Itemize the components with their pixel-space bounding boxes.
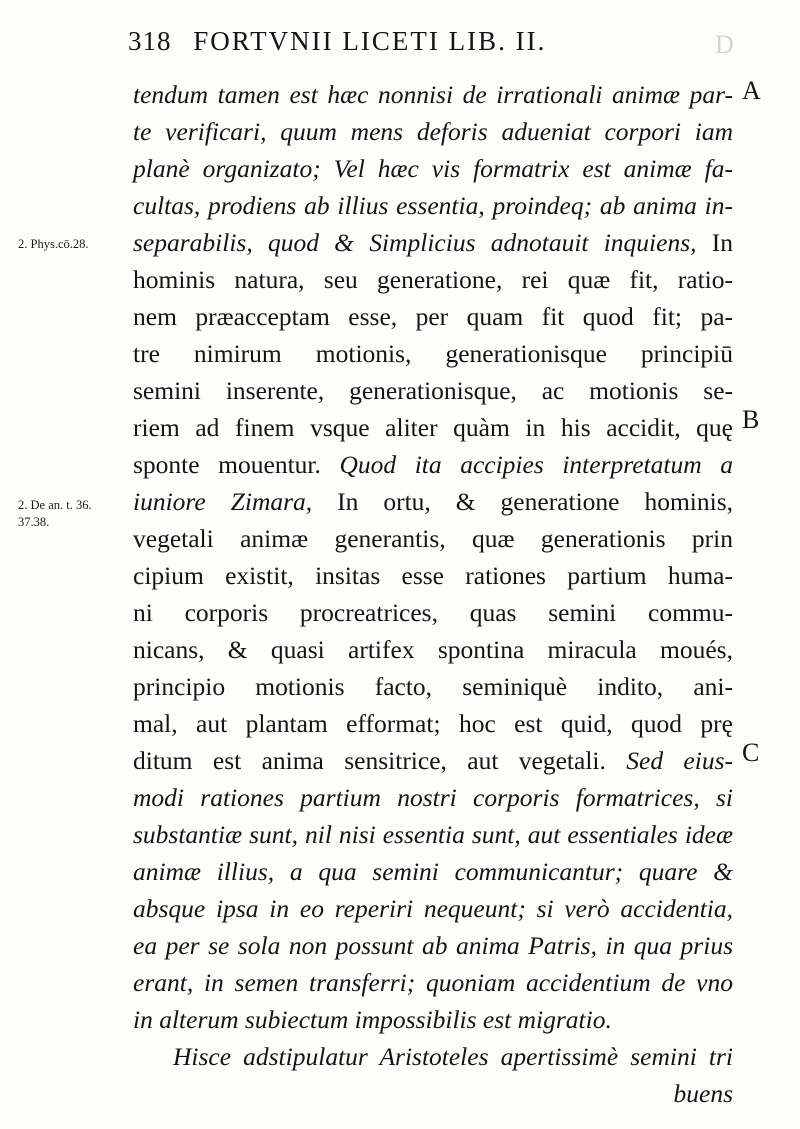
section-letter-c: C — [742, 738, 760, 767]
text-line: hominis natura, seu generatione, rei quæ fit, ratio- — [133, 265, 733, 294]
text-span: Sed eius- — [626, 746, 734, 775]
text-line — [133, 742, 733, 779]
section-letter-b: B — [742, 405, 760, 434]
margin-note-physics: 2. Phys.cō.28. — [18, 237, 89, 251]
text-line: cultas, prodiens ab illius essentia, proindeq; ab anima in- — [133, 191, 733, 220]
text-line: nem præacceptam esse, per quam fit quod fit; pa- — [133, 302, 733, 331]
text-line: absque ipsa in eo reperiri nequeunt; si verò accidentia, — [133, 894, 733, 923]
text-line: Hisce adstipulatur Aristoteles apertissimè semini tri — [173, 1042, 733, 1071]
text-span: separabilis, quod & Simplicius adnotauit inquiens, — [133, 228, 697, 257]
text-line: te verificari, quum mens deforis adueniat corpori iam — [133, 117, 733, 146]
running-title: FORTVNII LICETI LIB. II. — [193, 26, 547, 56]
text-line — [133, 224, 733, 261]
running-header — [128, 26, 708, 57]
text-line: nicans, & quasi artifex spontina miracula moués, — [133, 635, 733, 664]
margin-note-de-anima-cont: 37.38. — [18, 515, 50, 529]
margin-note-de-anima: 2. De an. t. 36. — [18, 498, 92, 512]
text-line: erant, in semen transferri; quoniam accidentium de vno — [133, 968, 733, 997]
text-line: ea per se sola non possunt ab anima Patris, in qua prius — [133, 931, 733, 960]
catchword: buens — [673, 1079, 733, 1108]
text-line: cipium existit, insitas esse rationes partium huma- — [133, 561, 733, 590]
text-line: ni corporis procreatrices, quas semini commu- — [133, 598, 733, 627]
text-span: Quod ita accipies interpretatum a — [339, 450, 733, 479]
text-line: planè organizato; Vel hæc vis formatrix est animæ fa- — [133, 154, 733, 183]
text-line: animæ illius, a qua semini communicantur; quare & — [133, 857, 733, 886]
text-span: In ortu, & generatione hominis, — [312, 487, 734, 516]
bleed-through-letter: D — [715, 30, 734, 59]
text-line: modi rationes partium nostri corporis formatrices, si — [133, 783, 733, 812]
text-line — [133, 446, 733, 483]
text-line: riem ad finem vsque aliter quàm in his accidit, quę — [133, 413, 733, 442]
text-line: mal, aut plantam efformat; hoc est quid, quod prę — [133, 709, 733, 738]
text-line: substantiæ sunt, nil nisi essentia sunt, aut essentiales ideæ — [133, 820, 733, 849]
text-line: in alterum subiectum impossibilis est migratio. — [133, 1005, 612, 1034]
text-line: principio motionis facto, seminiquè indito, ani- — [133, 672, 733, 701]
text-span: ditum est anima sensitrice, aut vegetali. — [133, 746, 627, 775]
text-span: iuniore Zimara, — [133, 487, 313, 516]
text-line: tre nimirum motionis, generationisque principiū — [133, 339, 733, 368]
text-span: In — [696, 228, 733, 257]
page-number: 318 — [128, 26, 172, 56]
text-line — [133, 483, 733, 520]
text-line: vegetali animæ generantis, quæ generationis prin — [133, 524, 733, 553]
main-text — [133, 76, 733, 1112]
text-line: semini inserente, generationisque, ac motionis se- — [133, 376, 733, 405]
section-letter-a: A — [742, 76, 761, 105]
text-span: sponte mouentur. — [133, 450, 340, 479]
text-line: tendum tamen est hæc nonnisi de irrationali animæ par- — [133, 80, 733, 109]
